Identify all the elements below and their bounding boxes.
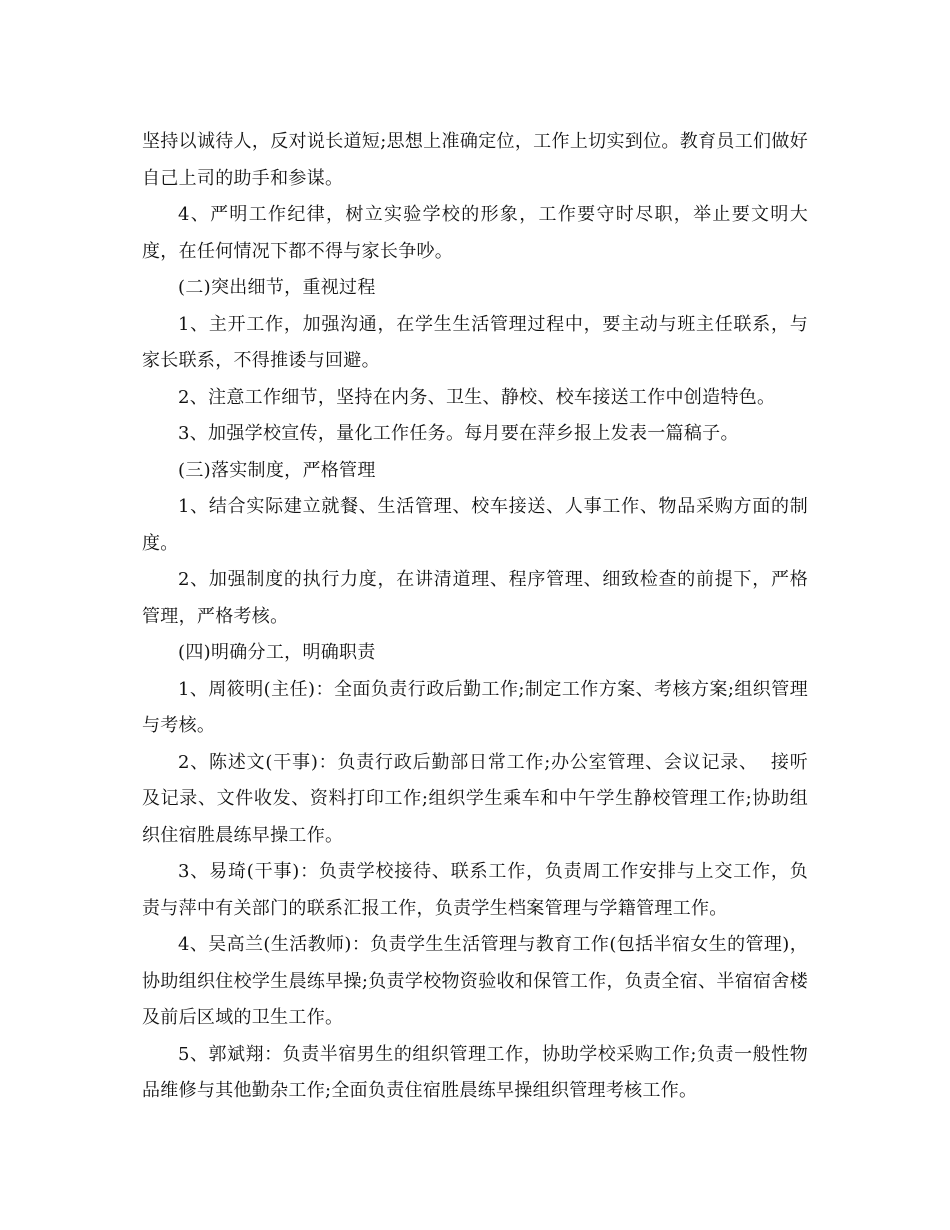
paragraph-item-1-systems: 1、结合实际建立就餐、生活管理、校车接送、人事工作、物品采购方面的制度。	[142, 496, 808, 554]
section-heading-4: (四)明确分工，明确职责	[178, 642, 376, 663]
paragraph-item-3-publicity: 3、加强学校宣传，量化工作任务。每月要在萍乡报上发表一篇稿子。	[178, 423, 739, 444]
paragraph-item-1-communication: 1、主开工作，加强沟通，在学生生活管理过程中，要主动与班主任联系，与家长联系，不得推诿与回避。	[142, 313, 808, 371]
paragraph-continuation: 坚持以诚待人，反对说长道短;思想上准确定位，工作上切实到位。教育员工们做好自己上司的助手和参谋。	[142, 131, 808, 189]
paragraph-duty-director: 1、周筱明(主任)：全面负责行政后勤工作;制定工作方案、考核方案;组织管理与考核。	[142, 678, 808, 736]
document-body	[142, 124, 808, 1110]
paragraph-item-2-enforcement: 2、加强制度的执行力度，在讲清道理、程序管理、细致检查的前提下，严格管理，严格考核。	[142, 569, 808, 627]
section-heading-2: (二)突出细节，重视过程	[178, 277, 376, 298]
paragraph-duty-guo: 5、郭斌翔：负责半宿男生的组织管理工作，协助学校采购工作;负责一般性物品维修与其他勤杂工作;全面负责住宿胜晨练早操组织管理考核工作。	[142, 1043, 808, 1101]
paragraph-duty-teacher-wu: 4、吴高兰(生活教师)：负责学生生活管理与教育工作(包括半宿女生的管理)，协助组织住校学生晨练早操;负责学校物资验收和保管工作，负责全宿、半宿宿舍楼及前后区域的卫生工作。	[142, 934, 808, 1028]
paragraph-duty-clerk-chen: 2、陈述文(干事)：负责行政后勤部日常工作;办公室管理、会议记录、 接听及记录、文件收发、资料打印工作;组织学生乘车和中午学生静校管理工作;协助组织住宿胜晨练早操工作。	[142, 751, 808, 846]
section-heading-3: (三)落实制度，严格管理	[178, 459, 376, 481]
paragraph-duty-clerk-yi: 3、易琦(干事)：负责学校接待、联系工作，负责周工作安排与上交工作，负责与萍中有关部门的联系汇报工作，负责学生档案管理与学籍管理工作。	[142, 861, 808, 919]
paragraph-item-2-details: 2、注意工作细节，坚持在内务、卫生、静校、校车接送工作中创造特色。	[178, 386, 776, 408]
paragraph-item-4-discipline: 4、严明工作纪律，树立实验学校的形象，工作要守时尽职，举止要文明大度，在任何情况下都不得与家长争吵。	[142, 204, 808, 262]
